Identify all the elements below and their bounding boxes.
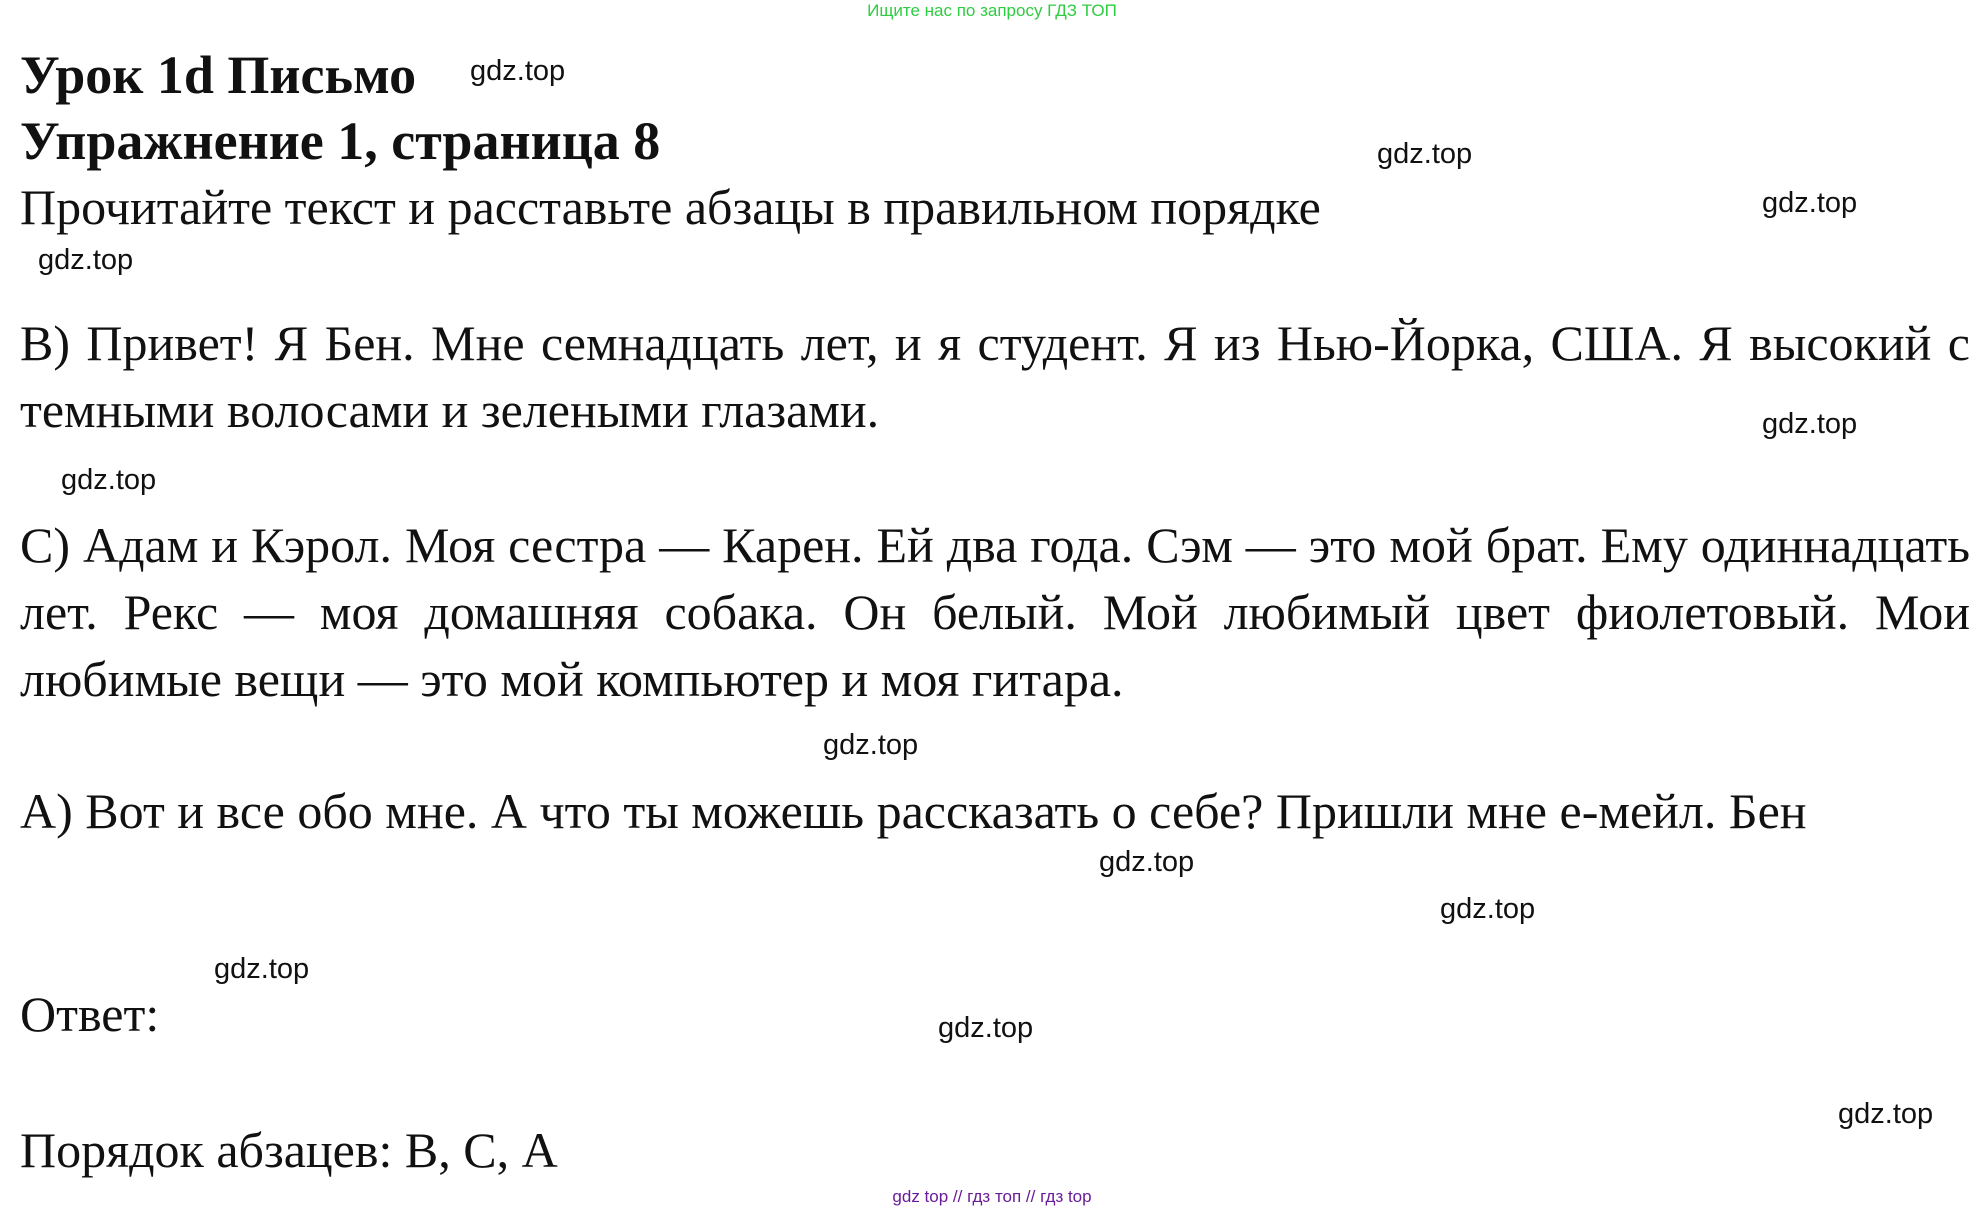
lesson-title: Урок 1d Письмо [20,45,417,105]
paragraph-c: С) Адам и Кэрол. Моя сестра — Карен. Ей два года. Сэм — это мой брат. Ему одиннадцать лет. Рекс — моя домашняя собака. Он белый. Мой любимый цвет фиолетовый. Мои любимые вещи — это мой компьютер и моя гитара. [20,517,1970,707]
exercise-title: Упражнение 1, страница 8 [20,111,661,171]
watermark: gdz.top [1762,408,1858,440]
top-banner[interactable]: Ищите нас по запросу ГДЗ ТОП [867,1,1117,20]
paragraph-b: В) Привет! Я Бен. Мне семнадцать лет, и я студент. Я из Нью-Йорка, США. Я высокий с темными волосами и зелеными глазами. [20,315,1970,438]
watermark: gdz.top [823,729,919,761]
watermark: gdz.top [938,1012,1034,1044]
watermark: gdz.top [470,55,566,87]
watermark: gdz.top [1762,187,1858,219]
bottom-banner[interactable]: gdz top // гдз топ // гдз top [892,1187,1092,1206]
watermark: gdz.top [61,464,157,496]
answer-label: Ответ: [20,986,160,1042]
paragraph-a: А) Вот и все обо мне. А что ты можешь рассказать о себе? Пришли мне е-мейл. Бен [20,783,1807,839]
watermark: gdz.top [1099,846,1195,878]
watermark: gdz.top [214,953,310,985]
answer-text: Порядок абзацев: В, С, А [20,1122,558,1178]
instruction-text: Прочитайте текст и расставьте абзацы в правильном порядке [20,179,1321,235]
watermark: gdz.top [1440,893,1536,925]
watermark: gdz.top [38,244,134,276]
watermark: gdz.top [1838,1098,1934,1130]
watermark: gdz.top [1377,138,1473,170]
